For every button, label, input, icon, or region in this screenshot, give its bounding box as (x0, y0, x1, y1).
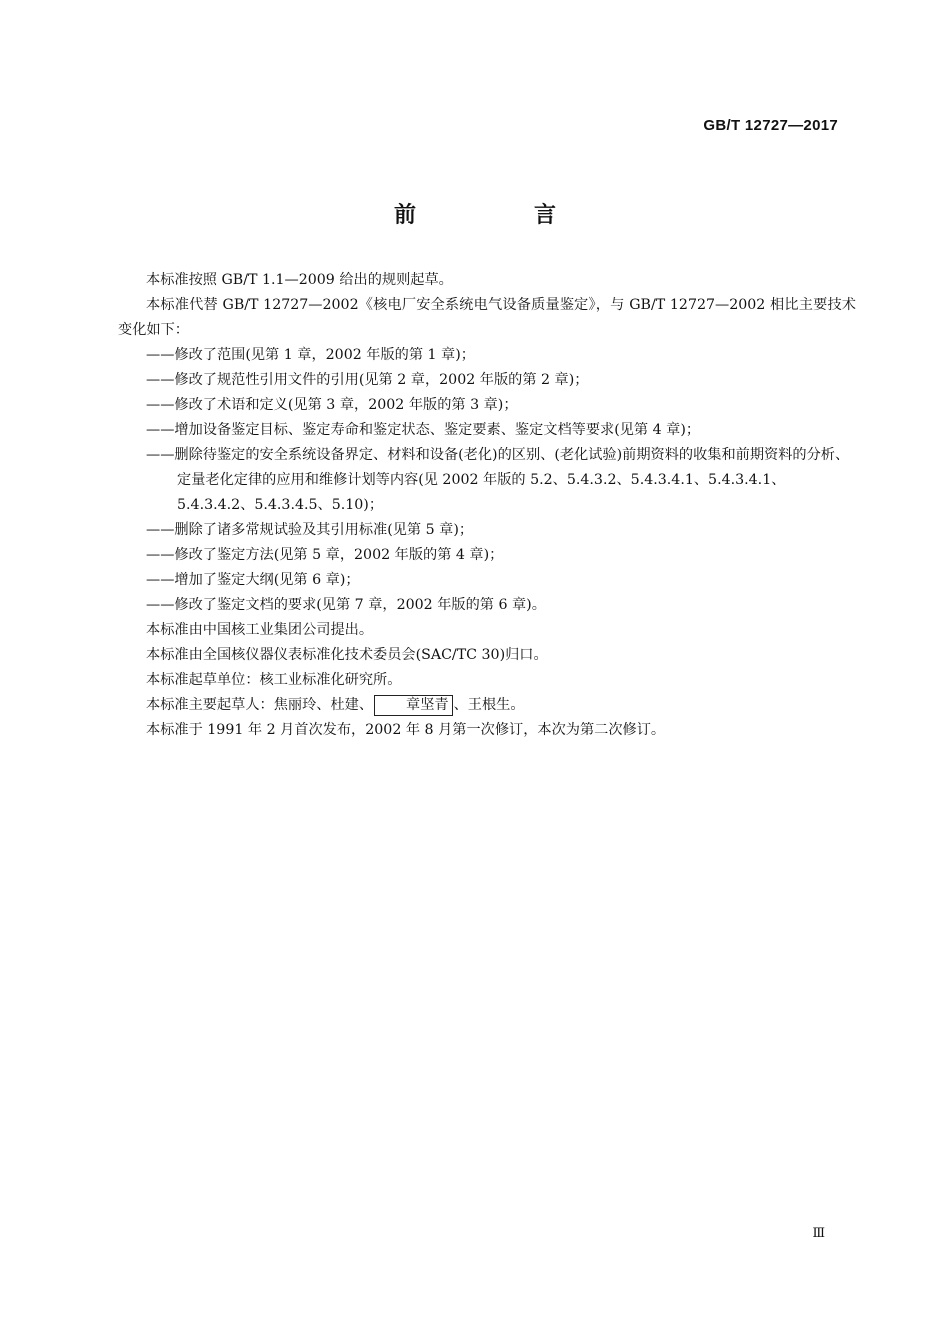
paragraph-drafters (118, 693, 856, 718)
drafters-prefix: 本标准主要起草人：焦丽玲、杜建、 (146, 697, 374, 713)
foreword-body (118, 268, 856, 743)
change-item: ——删除了诸多常规试验及其引用标准(见第 5 章)； (146, 522, 474, 538)
change-item: ——增加设备鉴定目标、鉴定寿命和鉴定状态、鉴定要素、鉴定文档等要求(见第 4 章)； (146, 422, 701, 438)
change-item: ——增加了鉴定大纲(见第 6 章)； (146, 572, 360, 588)
page-number: Ⅲ (812, 1226, 825, 1241)
change-item: ——修改了范围(见第 1 章，2002 年版的第 1 章)； (146, 347, 475, 363)
paragraph-centralized-by: 本标准由全国核仪器仪表标准化技术委员会(SAC/TC 30)归口。 (146, 647, 548, 663)
change-item: ——修改了规范性引用文件的引用(见第 2 章，2002 年版的第 2 章)； (146, 372, 589, 388)
change-item: ——修改了鉴定方法(见第 5 章，2002 年版的第 4 章)； (146, 547, 504, 563)
change-item: ——修改了鉴定文档的要求(见第 7 章，2002 年版的第 6 章)。 (146, 597, 546, 613)
paragraph-replacement: 本标准代替 GB/T 12727—2002《核电厂安全系统电气设备质量鉴定》，与 GB/T 12727—2002 相比主要技术变化如下： (118, 297, 856, 338)
change-item: ——删除待鉴定的安全系统设备界定、材料和设备(老化)的区别、(老化试验)前期资料的收集和前期资料的分析、定量老化定律的应用和维修计划等内容(见 2002 年版的 5.2、5.4.3.2、5.4.3.4.1、5.4.3.4.1、5.4.3.4.2、5.4.3.4.5、5.10)； (146, 447, 850, 513)
paragraph-history: 本标准于 1991 年 2 月首次发布，2002 年 8 月第一次修订，本次为第二次修订。 (146, 722, 666, 738)
drafters-suffix: 、王根生。 (453, 697, 525, 713)
drafter-boxed-name: 章坚青 (374, 695, 453, 716)
paragraph-drafting-rules: 本标准按照 GB/T 1.1—2009 给出的规则起草。 (146, 272, 453, 288)
paragraph-drafting-unit: 本标准起草单位：核工业标准化研究所。 (146, 672, 402, 688)
standard-code: GB/T 12727—2017 (703, 117, 838, 134)
paragraph-proposed-by: 本标准由中国核工业集团公司提出。 (146, 622, 374, 638)
page-title: 前 言 (393, 203, 604, 228)
change-item: ——修改了术语和定义(见第 3 章，2002 年版的第 3 章)； (146, 397, 518, 413)
